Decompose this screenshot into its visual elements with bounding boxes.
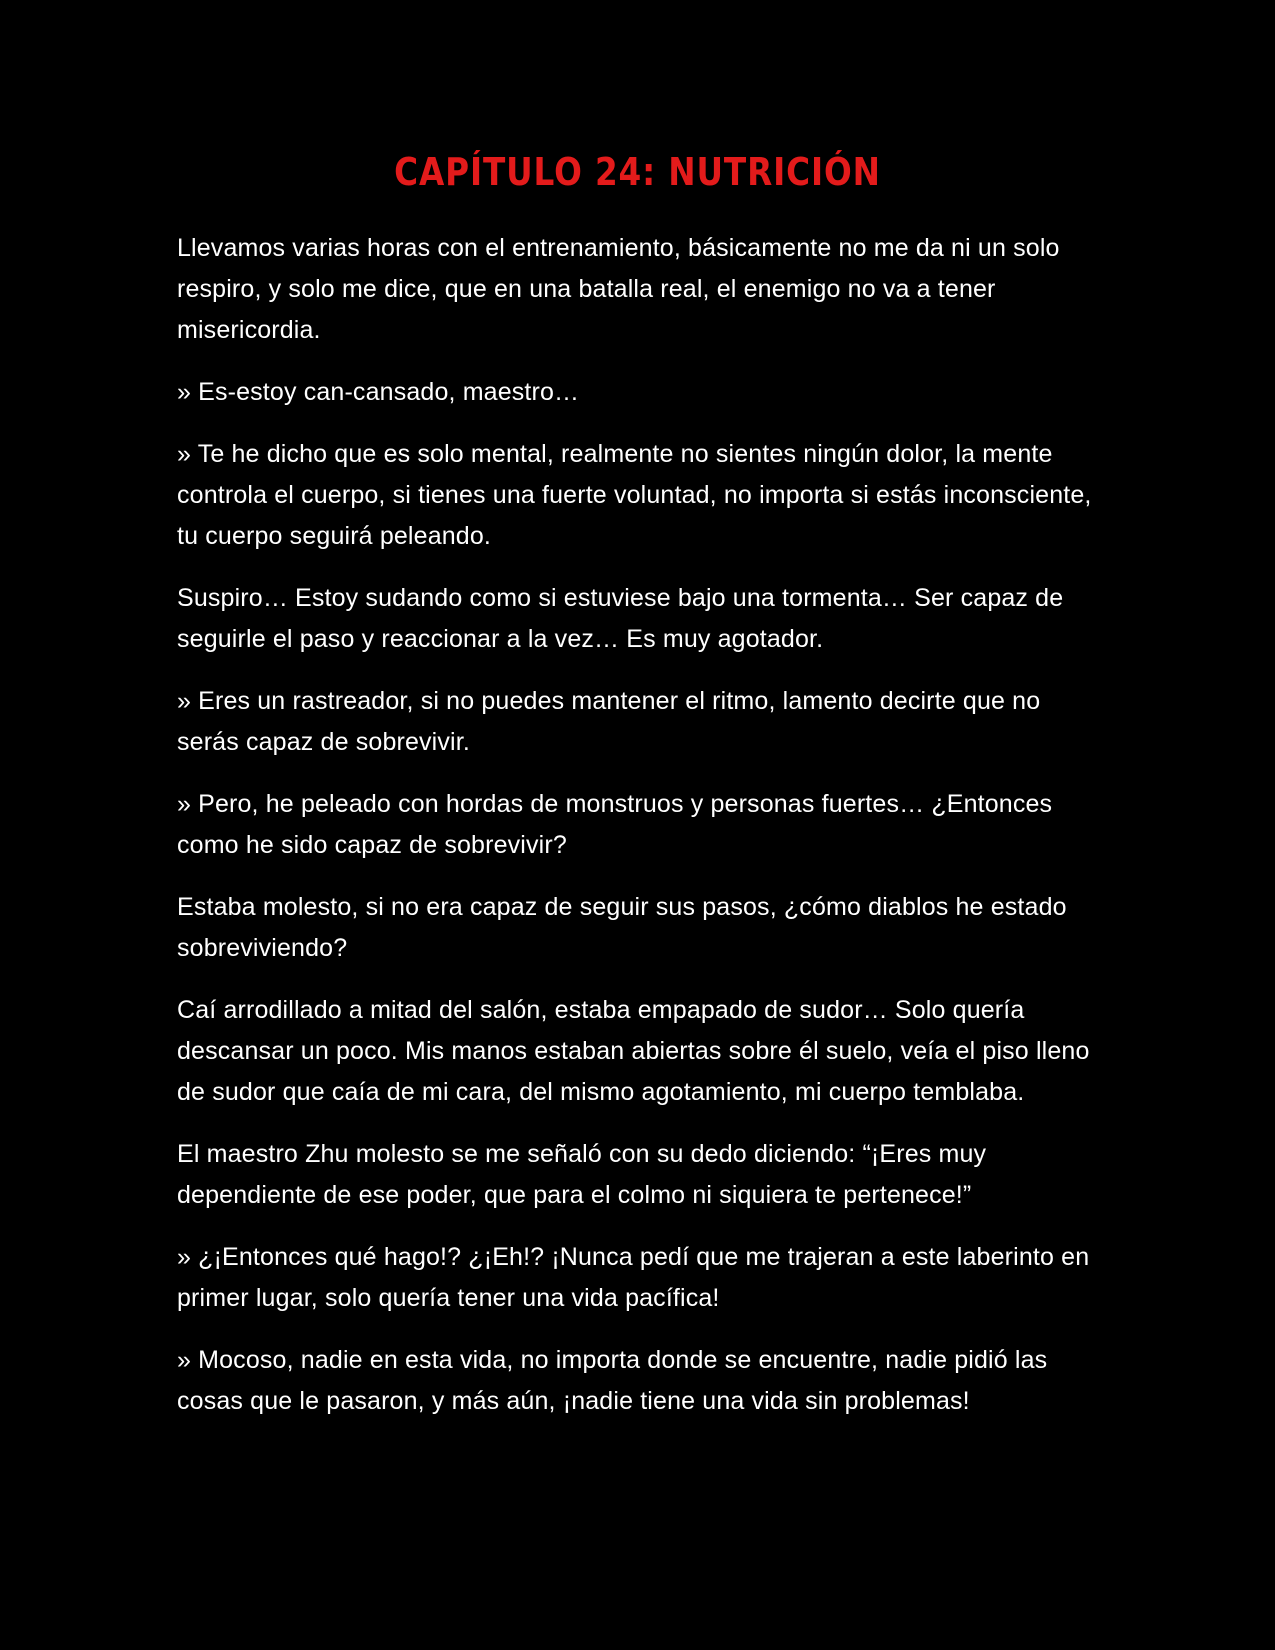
chapter-body [177,228,1109,1443]
dialogue-paragraph: » Te he dicho que es solo mental, realmente no sientes ningún dolor, la mente controla el cuerpo, si tienes una fuerte voluntad, no importa si estás inconsciente, tu cuerpo seguirá peleando. [177,440,1092,550]
dialogue-paragraph: » Mocoso, nadie en esta vida, no importa donde se encuentre, nadie pidió las cosas que le pasaron, y más aún, ¡nadie tiene una vida sin problemas! [177,1346,1048,1415]
dialogue-paragraph: » ¿¡Entonces qué hago!? ¿¡Eh!? ¡Nunca pedí que me trajeran a este laberinto en primer lugar, solo quería tener una vida pacífica! [177,1243,1090,1312]
paragraph: Llevamos varias horas con el entrenamiento, básicamente no me da ni un solo respiro, y solo me dice, que en una batalla real, el enemigo no va a tener misericordia. [177,234,1060,344]
chapter-title: CAPÍTULO 24: NUTRICIÓN [394,150,881,194]
dialogue-paragraph: » Eres un rastreador, si no puedes mantener el ritmo, lamento decirte que no serás capaz de sobrevivir. [177,687,1041,756]
paragraph: Suspiro… Estoy sudando como si estuviese bajo una tormenta… Ser capaz de seguirle el paso y reaccionar a la vez… Es muy agotador. [177,584,1064,653]
paragraph: Caí arrodillado a mitad del salón, estaba empapado de sudor… Solo quería descansar un poco. Mis manos estaban abiertas sobre él suelo, veía el piso lleno de sudor que caía de mi cara, del mismo agotamiento, mi cuerpo temblaba. [177,996,1090,1106]
dialogue-paragraph: » Pero, he peleado con hordas de monstruos y personas fuertes… ¿Entonces como he sido capaz de sobrevivir? [177,790,1053,859]
dialogue-paragraph: » Es-estoy can-cansado, maestro… [177,378,580,406]
paragraph: Estaba molesto, si no era capaz de seguir sus pasos, ¿cómo diablos he estado sobreviviendo? [177,893,1067,962]
paragraph: El maestro Zhu molesto se me señaló con su dedo diciendo: “¡Eres muy dependiente de ese poder, que para el colmo ni siquiera te pertenece!” [177,1140,987,1209]
